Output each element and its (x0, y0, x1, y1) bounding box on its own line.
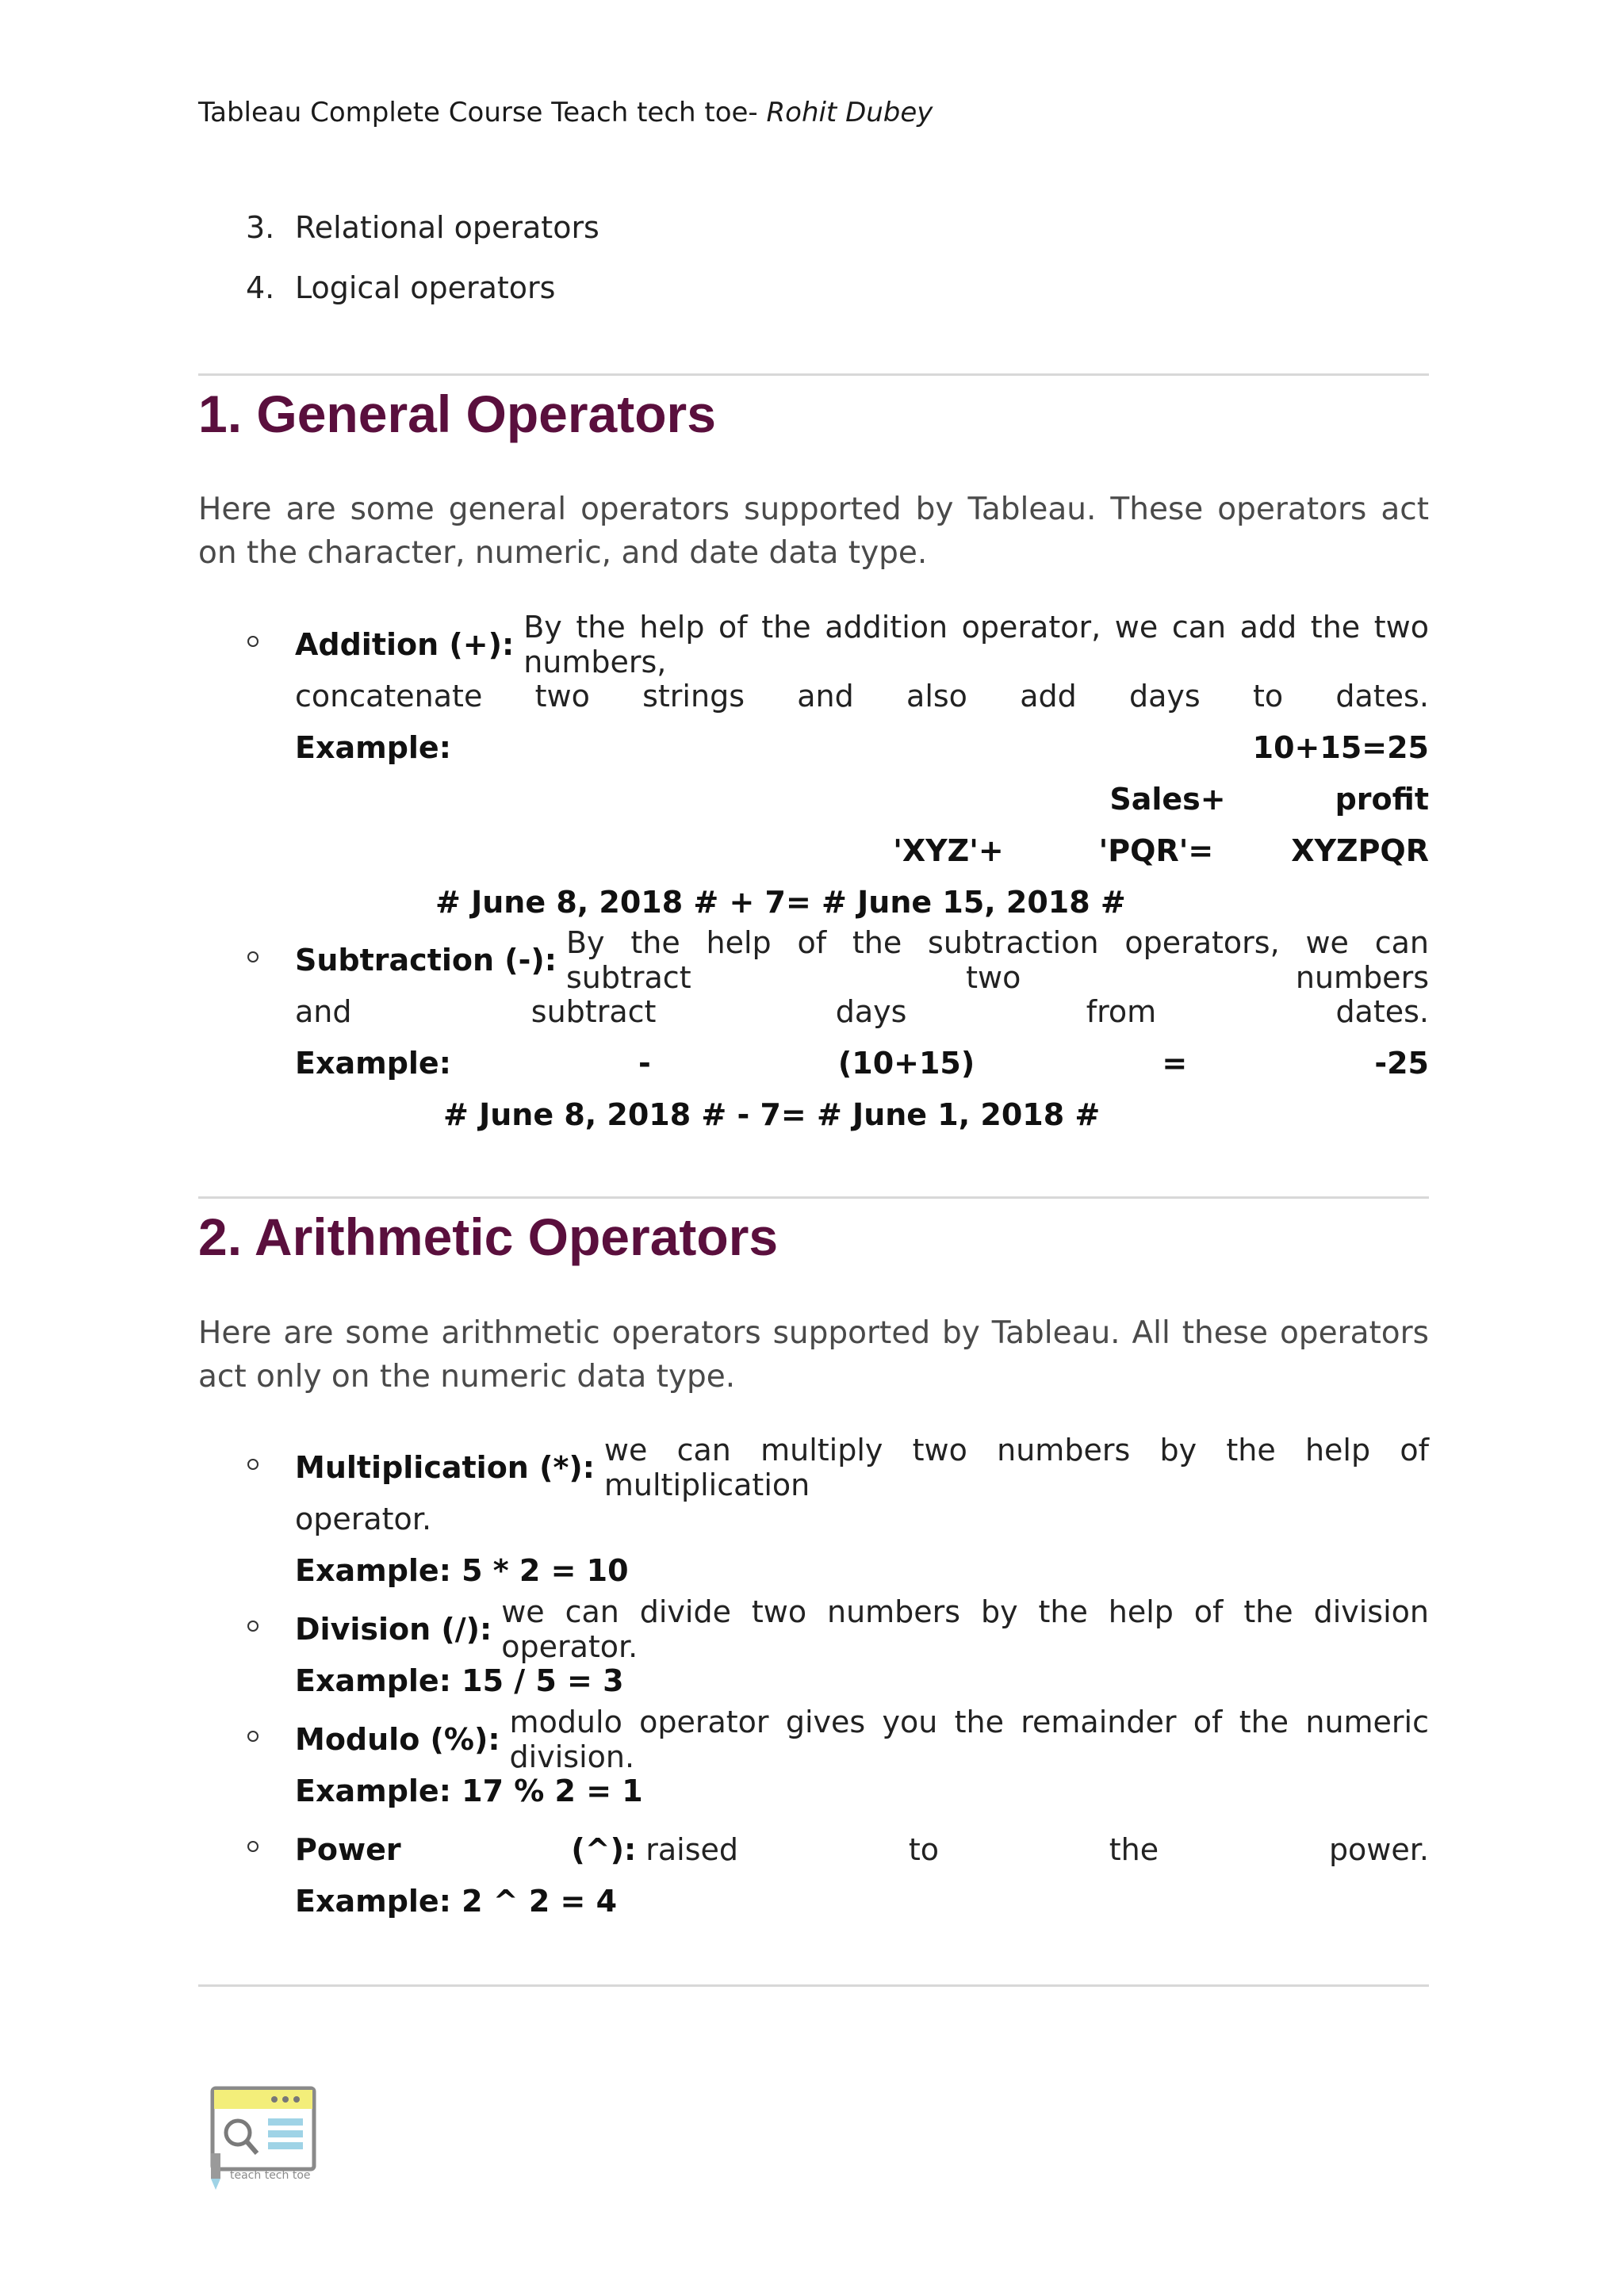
bullet-icon (247, 951, 259, 962)
divider (198, 1984, 1429, 1987)
addition-label: Addition (+): (295, 626, 515, 662)
power-item: Power (^): raised to the power. Example: 2 ^ 2 = 4 (295, 1823, 1429, 1927)
bullet-icon (247, 1459, 259, 1470)
section-heading: 2. Arithmetic Operators (198, 1207, 779, 1266)
header-title: Tableau Complete Course Teach tech toe- (198, 97, 758, 128)
subtraction-label: Subtraction (-): (295, 942, 557, 978)
page-header (198, 97, 933, 128)
logo-text: teach tech toe (230, 2169, 311, 2182)
multiplication-item: Multiplication (*): we can multiply two numbers by the help of multiplication operator. Example: 5 * 2 = 10 (295, 1441, 1429, 1596)
divider (198, 1196, 1429, 1199)
bullet-icon (247, 1841, 259, 1852)
modulo-item: Modulo (%): modulo operator gives you the remainder of the numeric division. Example: 17 % 2 = 1 (295, 1713, 1429, 1816)
section-intro: Here are some arithmetic operators supported by Tableau. All these operators act only on the numeric data type. (198, 1315, 1429, 1395)
list-item: 3. Relational operators (246, 210, 599, 245)
teach-tech-toe-logo (208, 2085, 325, 2196)
section-heading: 1. General Operators (198, 385, 716, 443)
divider (198, 373, 1429, 376)
list-item: 4. Logical operators (246, 270, 556, 305)
subtraction-item: Subtraction (-): By the help of the subtraction operators, we can subtract two numbers and subtract days from dates. Example: - (10+15) = -25 # June 8, 2018 # - 7= # June 1, 2018 # (295, 934, 1429, 1140)
bullet-icon (247, 1621, 259, 1632)
bullet-icon (247, 1731, 259, 1742)
header-author: Rohit Dubey (766, 97, 933, 128)
operator-list (246, 210, 599, 331)
addition-item: Addition (+): By the help of the addition operator, we can add the two numbers, concatenate two strings and also add days to dates. Example: 10+15=25 Sales+ profit 'XYZ'+ 'PQR'= XYZPQR # June 8, 2018 # + 7= # June 15, 2018 # (295, 618, 1429, 928)
section-intro: Here are some general operators supported by Tableau. These operators act on the character, numeric, and date data type. (198, 492, 1429, 571)
logo-icon (208, 2085, 325, 2196)
bullet-icon (247, 636, 259, 647)
division-item: Division (/): we can divide two numbers by the help of the division operator. Example: 15 / 5 = 3 (295, 1603, 1429, 1706)
